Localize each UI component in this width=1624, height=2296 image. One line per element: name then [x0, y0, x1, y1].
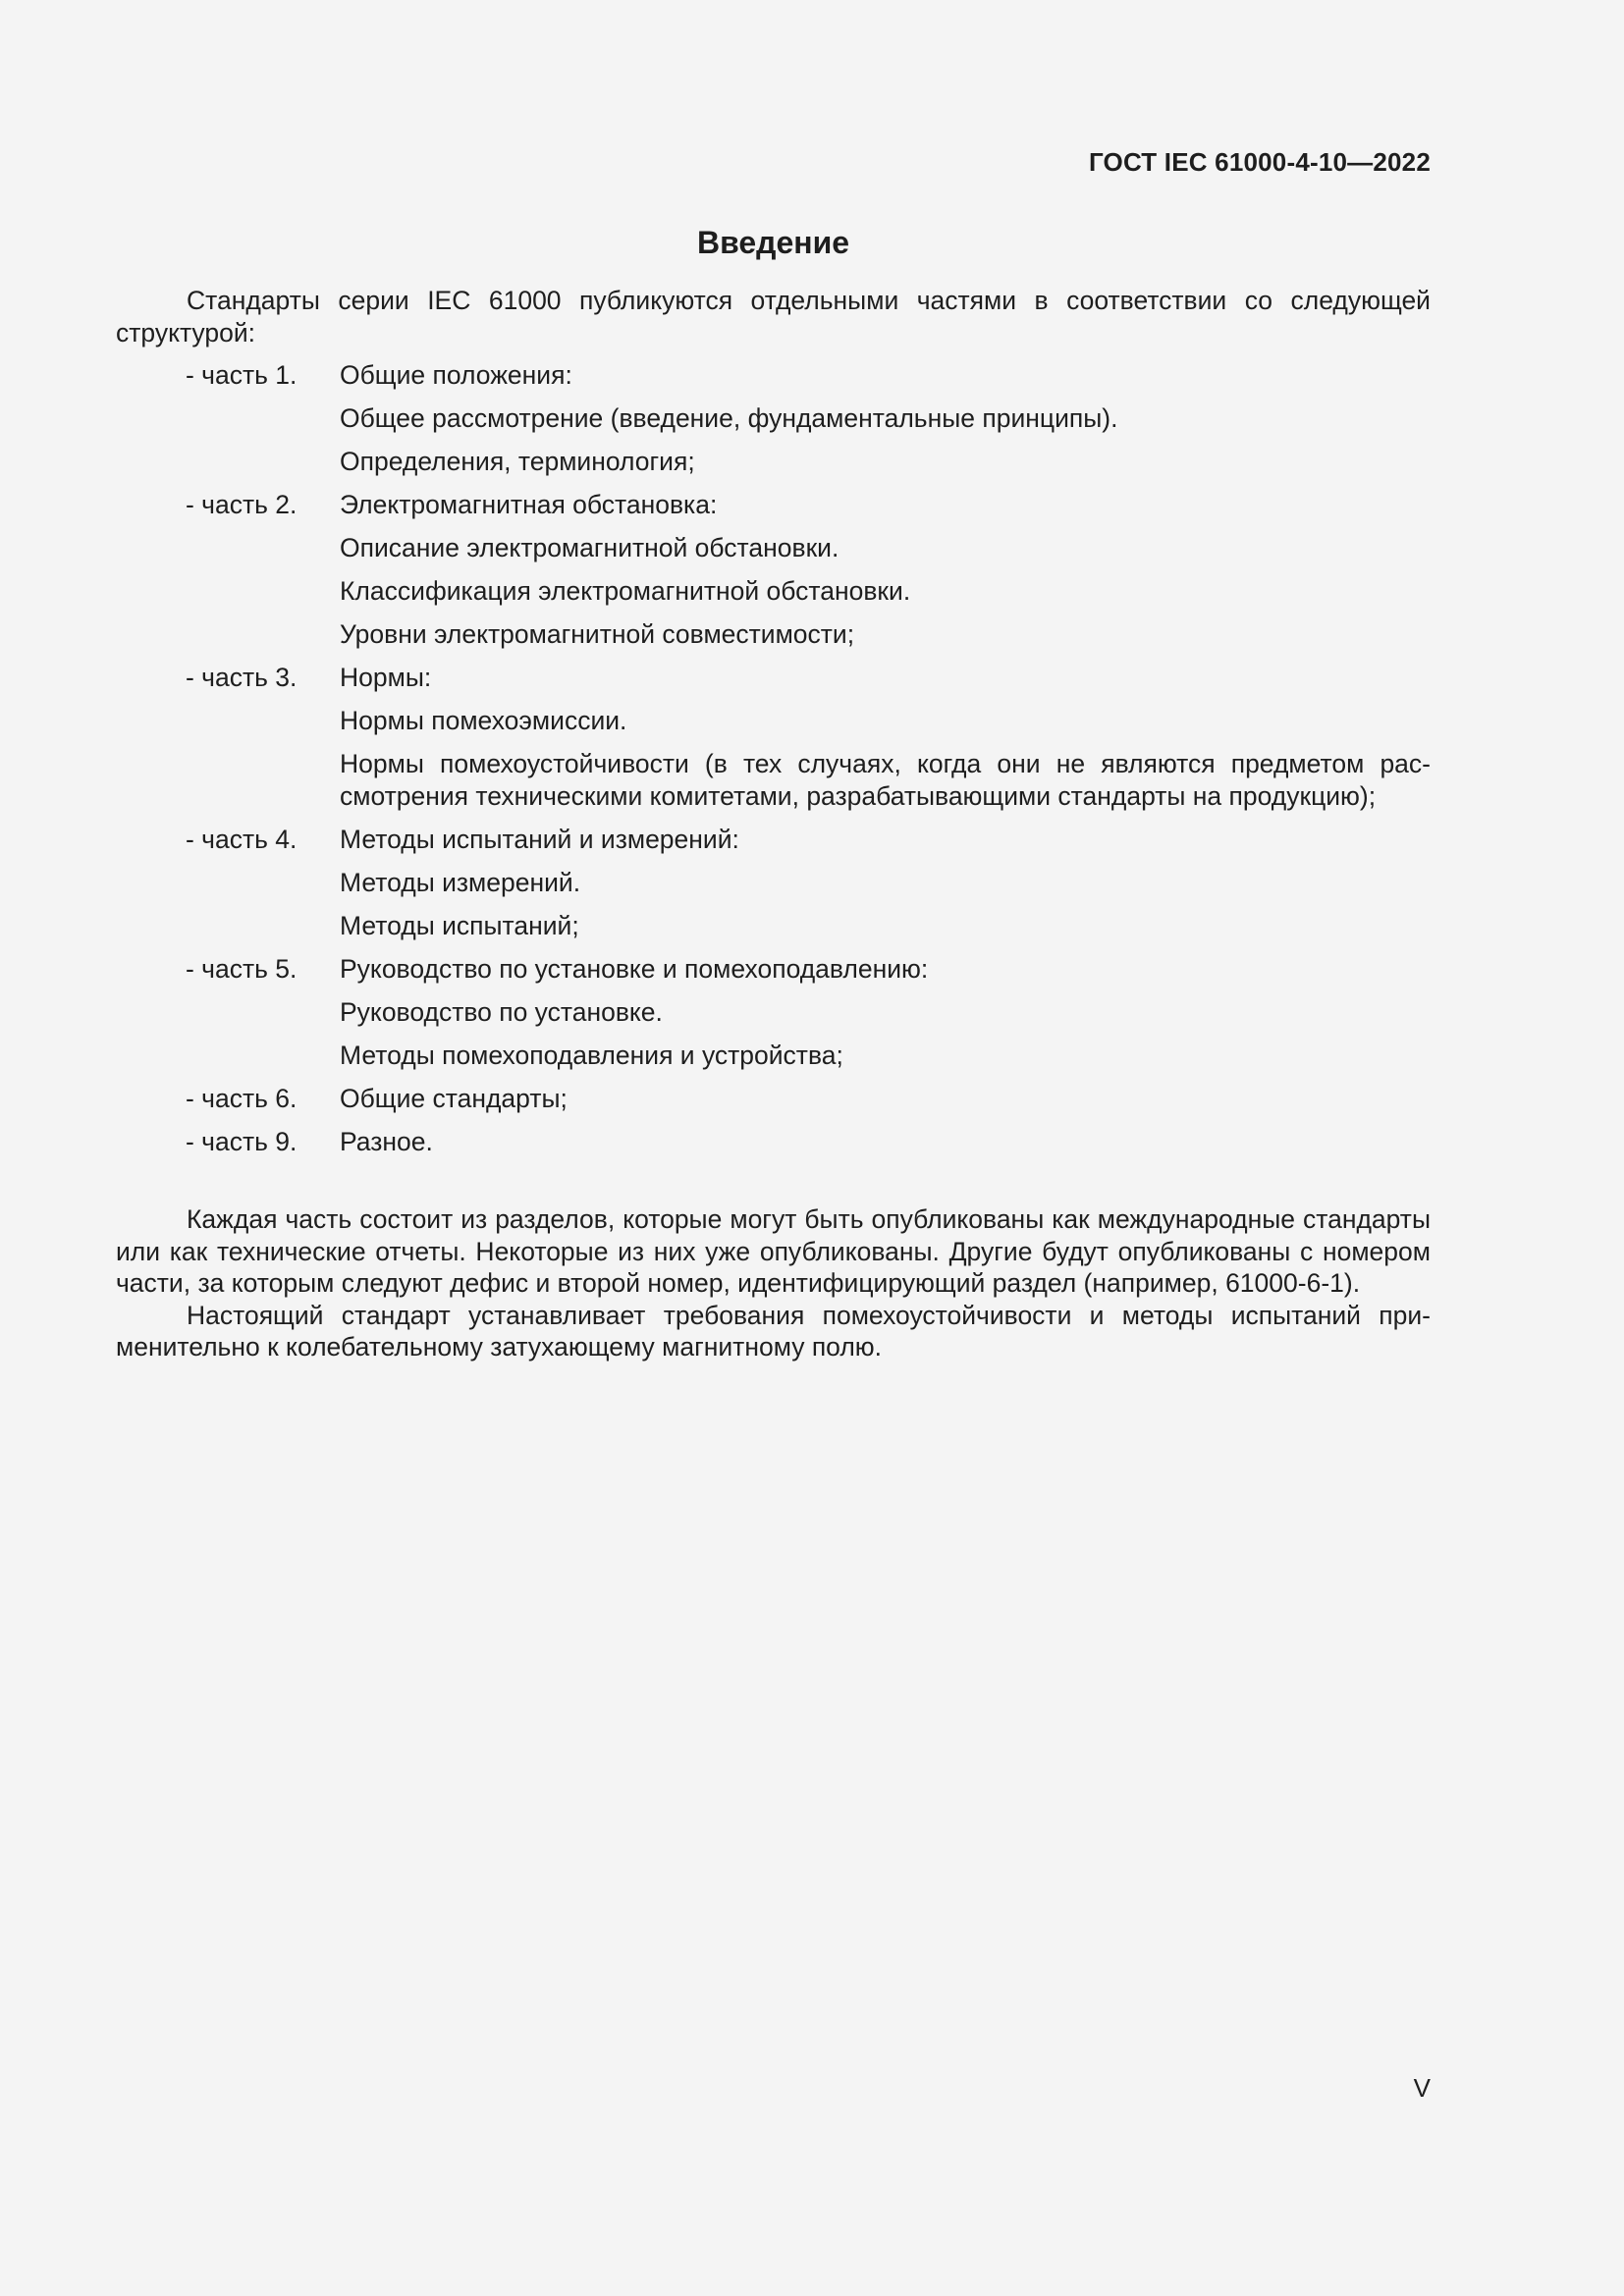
part-subitem: Нормы помехоэмиссии.: [340, 706, 627, 735]
part-subitem: Определения, терминология;: [340, 447, 695, 476]
part-title: Методы испытаний и измерений:: [340, 824, 739, 854]
part-label: - часть 6.: [186, 1083, 298, 1113]
part-title: Разное.: [340, 1126, 433, 1156]
part-subitem: Методы помехоподавления и устройства;: [340, 1040, 843, 1070]
body-paragraph-2: Настоящий стандарт устанавливает требования помехоустойчивости и методы испытаний применительно к колебательному затухающему магнитному полю.: [116, 1300, 1431, 1362]
part-label: - часть 1.: [186, 360, 298, 390]
part-label: - часть 9.: [186, 1126, 298, 1156]
part-body: [340, 1083, 1431, 1115]
part-subitem: Классификация электромагнитной обстановки.: [340, 576, 911, 606]
list-item: [116, 824, 1431, 942]
list-item: [116, 359, 1431, 478]
part-label: - часть 2.: [186, 490, 298, 519]
part-label: - часть 3.: [186, 663, 298, 692]
document-code-header: ГОСТ IEC 61000-4-10—2022: [1088, 147, 1431, 177]
part-body: [340, 359, 1431, 478]
list-item: [116, 662, 1431, 812]
part-body: [340, 824, 1431, 942]
parts-list: [116, 359, 1431, 1157]
part-title: Руководство по установке и помехоподавлению:: [340, 953, 929, 984]
part-subitem: Общее рассмотрение (введение, фундаментальные принципы).: [340, 403, 1118, 433]
part-subitem: Руководство по установке.: [340, 996, 663, 1027]
page-number: V: [1413, 2073, 1431, 2103]
part-title: Общие стандарты;: [340, 1083, 568, 1113]
list-item: [116, 489, 1431, 651]
part-title: Нормы:: [340, 663, 432, 692]
part-subitem: Уровни электромагнитной совместимости;: [340, 619, 855, 649]
body-paragraph-1: Каждая часть состоит из разделов, которые могут быть опубликованы как международные стандарты или как технические отчеты. Некоторые из них уже опубликованы. Другие будут опубликованы с номером части, за которым следуют дефис и второй номер, идентифицирующий раздел (например, 61000-6-1).: [116, 1204, 1431, 1298]
part-body: [340, 662, 1431, 812]
part-subitem: Методы измерений.: [340, 867, 581, 897]
part-subitem: Методы испытаний;: [340, 910, 579, 940]
part-subitem: Описание электромагнитной обстановки.: [340, 533, 839, 562]
part-label: - часть 5.: [186, 953, 298, 984]
part-body: [340, 953, 1431, 1072]
list-item: [116, 1126, 1431, 1158]
list-item: [116, 1083, 1431, 1115]
part-title: Общие положения:: [340, 360, 572, 390]
part-label: - часть 4.: [186, 824, 298, 854]
section-body: [116, 285, 1431, 1363]
part-body: [340, 489, 1431, 651]
part-body: [340, 1126, 1431, 1158]
intro-paragraph: Стандарты серии IEC 61000 публикуются отдельными частями в соответствии со следующей структурой:: [116, 286, 1431, 347]
section-title: Введение: [696, 225, 850, 260]
part-title: Электромагнитная обстановка:: [340, 490, 718, 519]
part-subitem: Нормы помехоустойчивости (в тех случаях, когда они не являются предметом рассмотрения техническими комитетами, разрабатывающими стандарты на продукцию);: [340, 749, 1431, 811]
list-item: [116, 953, 1431, 1072]
